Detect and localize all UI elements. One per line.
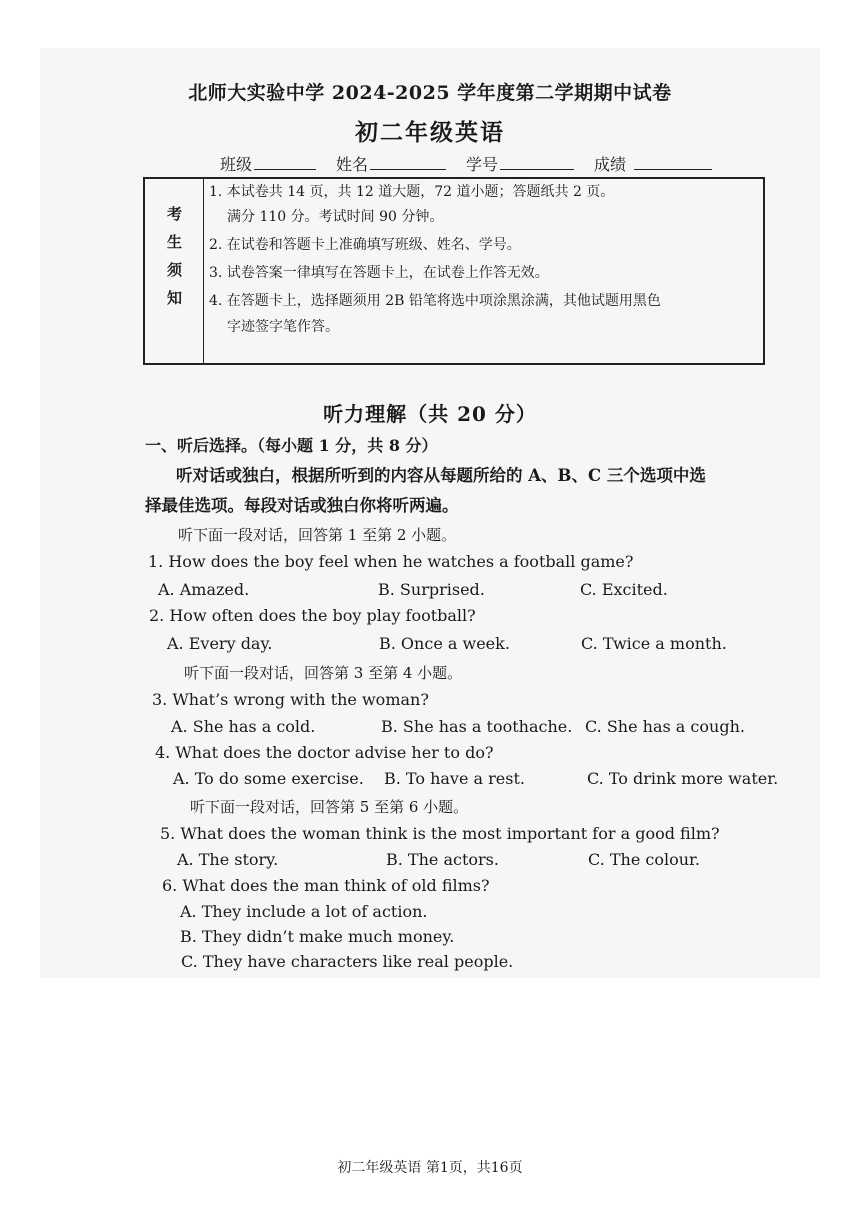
question: 4. What does the doctor advise her to do? (155, 743, 494, 762)
directions-line: 择最佳选项。每段对话或独白你将听两遍。 (145, 496, 459, 515)
exam-notice-box (143, 177, 765, 365)
option: A. To do some exercise. (173, 769, 364, 788)
section-title: 听力理解（共 20 分） (323, 402, 537, 426)
option: B. The actors. (386, 850, 499, 869)
notice-rule: 满分 110 分。考试时间 90 分钟。 (227, 209, 444, 225)
question: 5. What does the woman think is the most important for a good film? (160, 824, 720, 843)
option: A. Amazed. (158, 580, 250, 599)
option: A. Every day. (167, 634, 273, 653)
group-intro: 听下面一段对话，回答第 5 至第 6 小题。 (190, 798, 469, 816)
option: B. They didn’t make much money. (180, 927, 455, 946)
notice-char: 知 (167, 289, 183, 307)
notice-rule: 4. 在答题卡上，选择题须用 2B 铅笔将选中项涂黑涂满，其他试题用黑色 (209, 293, 661, 309)
notice-char: 生 (167, 233, 183, 251)
notice-char: 考 (167, 205, 183, 223)
option: B. She has a toothache. (381, 717, 573, 736)
exam-subject: 初二年级英语 (355, 119, 505, 146)
notice-divider (203, 179, 204, 363)
score-blank[interactable] (634, 155, 712, 170)
part-heading: 一、听后选择。（每小题 1 分，共 8 分） (145, 436, 438, 455)
class-label: 班级 (220, 155, 253, 174)
page-footer: 初二年级英语 第1页，共16页 (337, 1160, 523, 1176)
option: A. She has a cold. (171, 717, 316, 736)
notice-rule: 2. 在试卷和答题卡上准确填写班级、姓名、学号。 (209, 237, 521, 253)
option: C. The colour. (588, 850, 700, 869)
option: C. To drink more water. (587, 769, 779, 788)
student-id-field[interactable] (466, 152, 574, 175)
notice-char: 须 (167, 261, 183, 279)
option: C. She has a cough. (585, 717, 745, 736)
option: B. Once a week. (379, 634, 510, 653)
option: C. Excited. (580, 580, 668, 599)
question: 1. How does the boy feel when he watches a football game? (148, 552, 634, 571)
group-intro: 听下面一段对话，回答第 3 至第 4 小题。 (184, 664, 463, 682)
option: B. To have a rest. (384, 769, 525, 788)
student-id-blank[interactable] (500, 155, 574, 170)
score-label: 成绩 (594, 155, 627, 174)
option: C. They have characters like real people. (181, 952, 514, 971)
notice-rule: 字迹签字笔作答。 (227, 319, 339, 335)
option: A. They include a lot of action. (180, 902, 428, 921)
notice-rule: 1. 本试卷共 14 页，共 12 道大题，72 道小题；答题纸共 2 页。 (209, 184, 615, 200)
option: B. Surprised. (378, 580, 485, 599)
notice-rule: 3. 试卷答案一律填写在答题卡上，在试卷上作答无效。 (209, 265, 549, 281)
directions-line: 听对话或独白，根据所听到的内容从每题所给的 A、B、C 三个选项中选 (176, 466, 706, 485)
exam-title: 北师大实验中学 2024-2025 学年度第二学期期中试卷 (188, 82, 672, 104)
score-field[interactable] (594, 152, 712, 175)
class-blank[interactable] (254, 155, 316, 170)
question: 6. What does the man think of old films? (162, 876, 490, 895)
group-intro: 听下面一段对话，回答第 1 至第 2 小题。 (178, 526, 457, 544)
name-blank[interactable] (370, 155, 446, 170)
class-field[interactable] (220, 152, 316, 175)
question: 2. How often does the boy play football? (149, 606, 476, 625)
name-label: 姓名 (336, 155, 369, 174)
question: 3. What’s wrong with the woman? (152, 690, 429, 709)
option: A. The story. (177, 850, 279, 869)
student-id-label: 学号 (466, 155, 499, 174)
name-field[interactable] (336, 152, 446, 175)
student-info-row (220, 152, 732, 175)
option: C. Twice a month. (581, 634, 727, 653)
